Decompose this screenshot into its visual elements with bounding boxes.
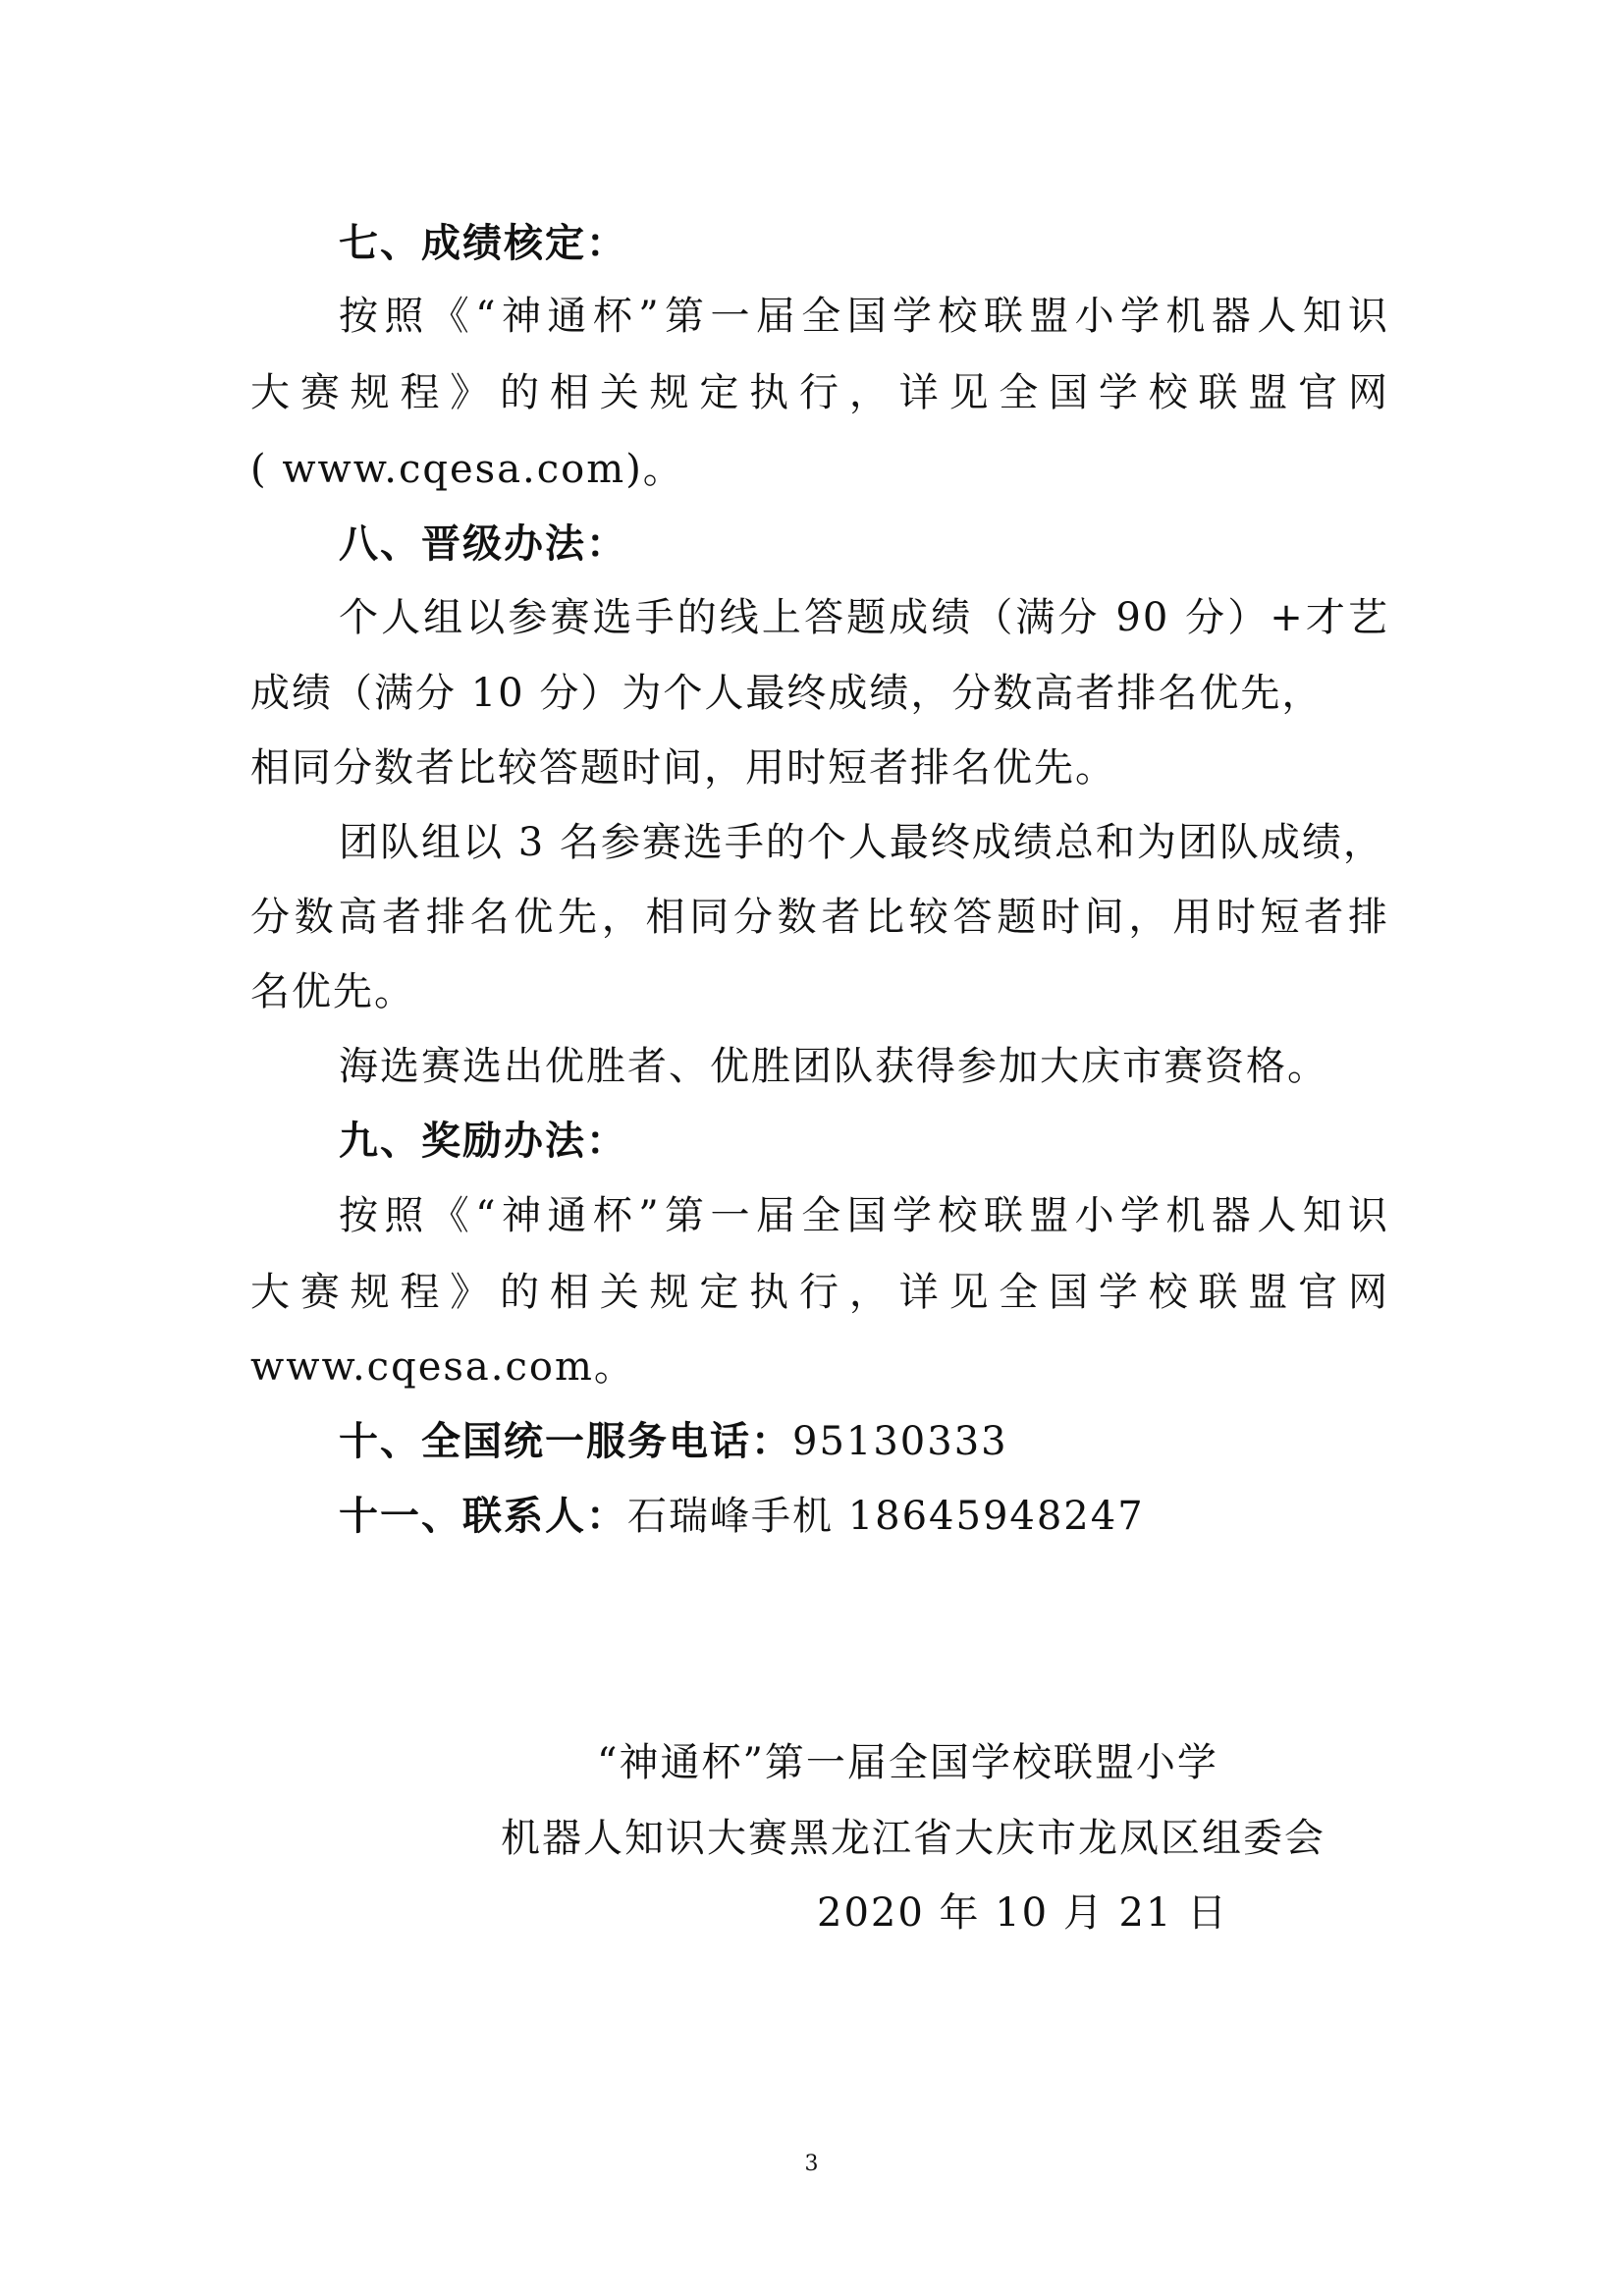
- section-11: [339, 1491, 1478, 1542]
- section-10: [339, 1416, 1478, 1467]
- section-9-heading: 九、奖励办法：: [339, 1118, 627, 1164]
- contact-value: 石瑞峰手机 18645948247: [627, 1494, 1145, 1539]
- section-8-p2-line-2: 分数高者排名优先，相同分数者比较答题时间，用时短者排: [250, 895, 1389, 940]
- service-phone-number: 95130333: [792, 1419, 1008, 1464]
- signature-line-2: 机器人知识大赛黑龙江省大庆市龙凤区组委会: [501, 1816, 1325, 1861]
- signature-date: 2020 年 10 月 21 日: [817, 1890, 1229, 1936]
- section-8-p2-line-1: 团队组以 3 名参赛选手的个人最终成绩总和为团队成绩，: [339, 820, 1384, 865]
- section-8-p2-line-3: 名优先。: [250, 969, 415, 1014]
- section-7-line-2: 大赛规程》的相关规定执行，详见全国学校联盟官网: [250, 370, 1389, 415]
- section-8-p1-line-3: 相同分数者比较答题时间，用时短者排名优先。: [250, 745, 1116, 791]
- section-9-line-1: 按照《“神通杯”第一届全国学校联盟小学机器人知识: [339, 1193, 1389, 1238]
- section-8-p1-line-2: 成绩（满分 10 分）为个人最终成绩，分数高者排名优先，: [250, 671, 1324, 716]
- section-7-heading: 七、成绩核定：: [339, 220, 627, 266]
- section-9-line-3: www.cqesa.com。: [250, 1344, 635, 1390]
- signature-line-1: “神通杯”第一届全国学校联盟小学: [597, 1740, 1218, 1785]
- section-8-heading: 八、晋级办法：: [339, 520, 627, 567]
- section-8-p3: 海选赛选出优胜者、优胜团队获得参加大庆市赛资格。: [339, 1044, 1328, 1089]
- section-9-line-2: 大赛规程》的相关规定执行，详见全国学校联盟官网: [250, 1270, 1389, 1315]
- section-8-p1-line-1: 个人组以参赛选手的线上答题成绩（满分 90 分）+才艺: [339, 595, 1389, 640]
- section-7-line-3: ( www.cqesa.com)。: [250, 447, 684, 492]
- section-7-line-1: 按照《“神通杯”第一届全国学校联盟小学机器人知识: [339, 294, 1389, 339]
- contact-label: 十一、联系人：: [339, 1493, 627, 1539]
- page-number: 3: [804, 2152, 819, 2176]
- service-phone-label: 十、全国统一服务电话：: [339, 1418, 792, 1464]
